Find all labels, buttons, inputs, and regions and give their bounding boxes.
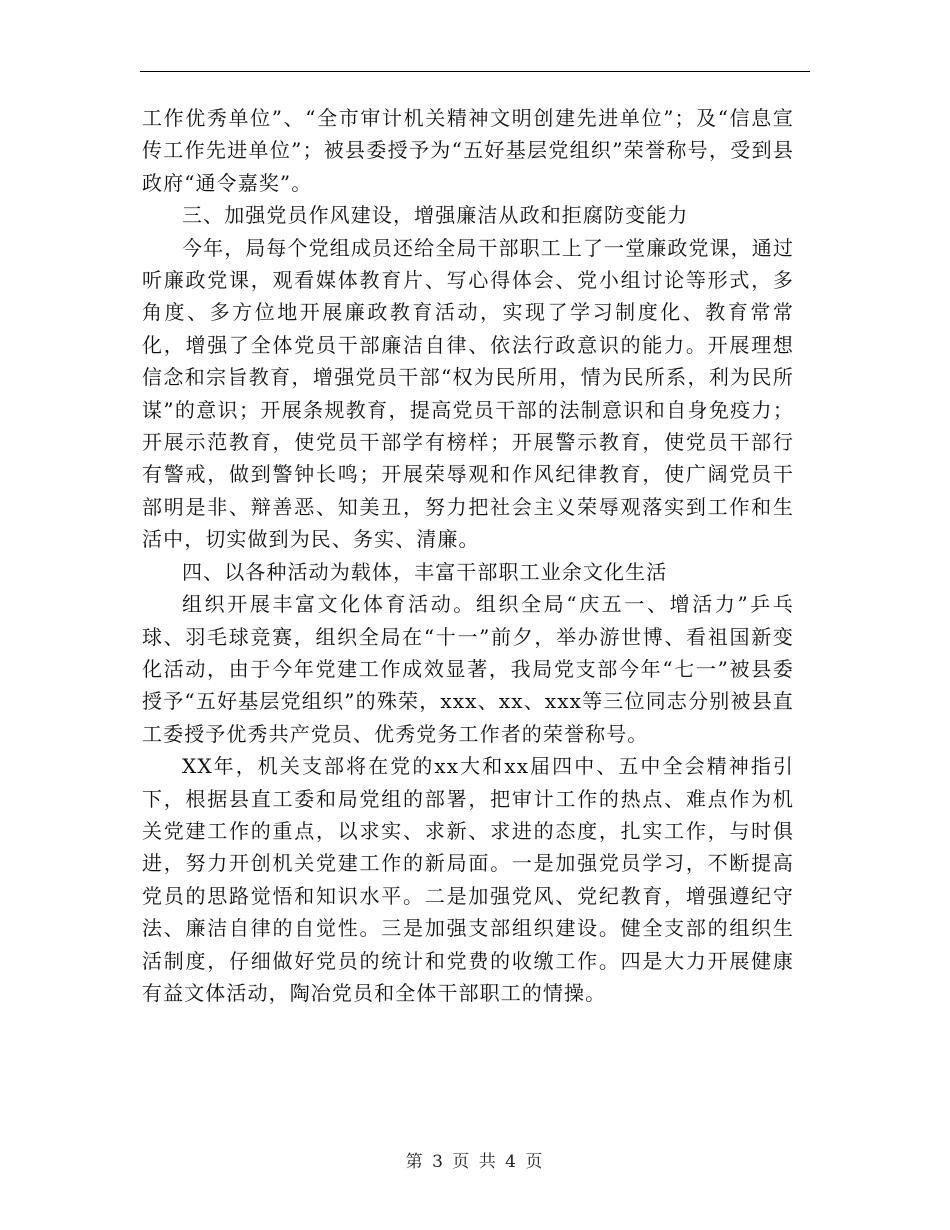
paragraph: 工作优秀单位”、“全市审计机关精神文明创建先进单位”；及“信息宣传工作先进单位”；被县委授予为“五好基层党组织”荣誉称号，受到县政府“通令嘉奖”。 [142, 106, 794, 195]
section-heading: 三、加强党员作风建设，增强廉洁从政和拒腐防变能力 [182, 203, 689, 228]
paragraph: XX年，机关支部将在党的xx大和xx届四中、五中全会精神指引下，根据县直工委和局党组的部署，把审计工作的热点、难点作为机关党建工作的重点，以求实、求新、求进的态度，扎实工作，与时俱进，努力开创机关党建工作的新局面。一是加强党员学习，不断提高党员的思路觉悟和知识水平。二是加强党风、党纪教育，增强遵纪守法、廉洁自律的自觉性。三是加强支部组织建设。健全支部的组织生活制度，仔细做好党员的统计和党费的收缴工作。四是大力开展健康有益文体活动，陶冶党员和全体干部职工的情操。 [142, 754, 794, 1005]
page-number: 第 3 页 共 4 页 [405, 1152, 545, 1172]
paragraph: 组织开展丰富文化体育活动。组织全局“庆五一、增活力”乒乓球、羽毛球竞赛，组织全局在“十一”前夕，举办游世博、看祖国新变化活动，由于今年党建工作成效显著，我局党支部今年“七一”被县委授予“五好基层党组织”的殊荣，xxx、xx、xxx等三位同志分别被县直工委授予优秀共产党员、优秀党务工作者的荣誉称号。 [142, 592, 794, 746]
section-heading: 四、以各种活动为载体，丰富干部职工业余文化生活 [182, 559, 668, 584]
document-body [142, 102, 794, 1009]
header-rule [140, 71, 810, 72]
paragraph: 今年，局每个党组成员还给全局干部职工上了一堂廉政党课，通过听廉政党课，观看媒体教育片、写心得体会、党小组讨论等形式，多角度、多方位地开展廉政教育活动，实现了学习制度化、教育常常化，增强了全体党员干部廉洁自律、依法行政意识的能力。开展理想信念和宗旨教育，增强党员干部“权为民所用，情为民所系，利为民所谋”的意识；开展条规教育，提高党员干部的法制意识和自身免疫力；开展示范教育，使党员干部学有榜样；开展警示教育，使党员干部行有警戒，做到警钟长鸣；开展荣辱观和作风纪律教育，使广阔党员干部明是非、辩善恶、知美丑，努力把社会主义荣辱观落实到工作和生活中，切实做到为民、务实、清廉。 [142, 235, 794, 552]
